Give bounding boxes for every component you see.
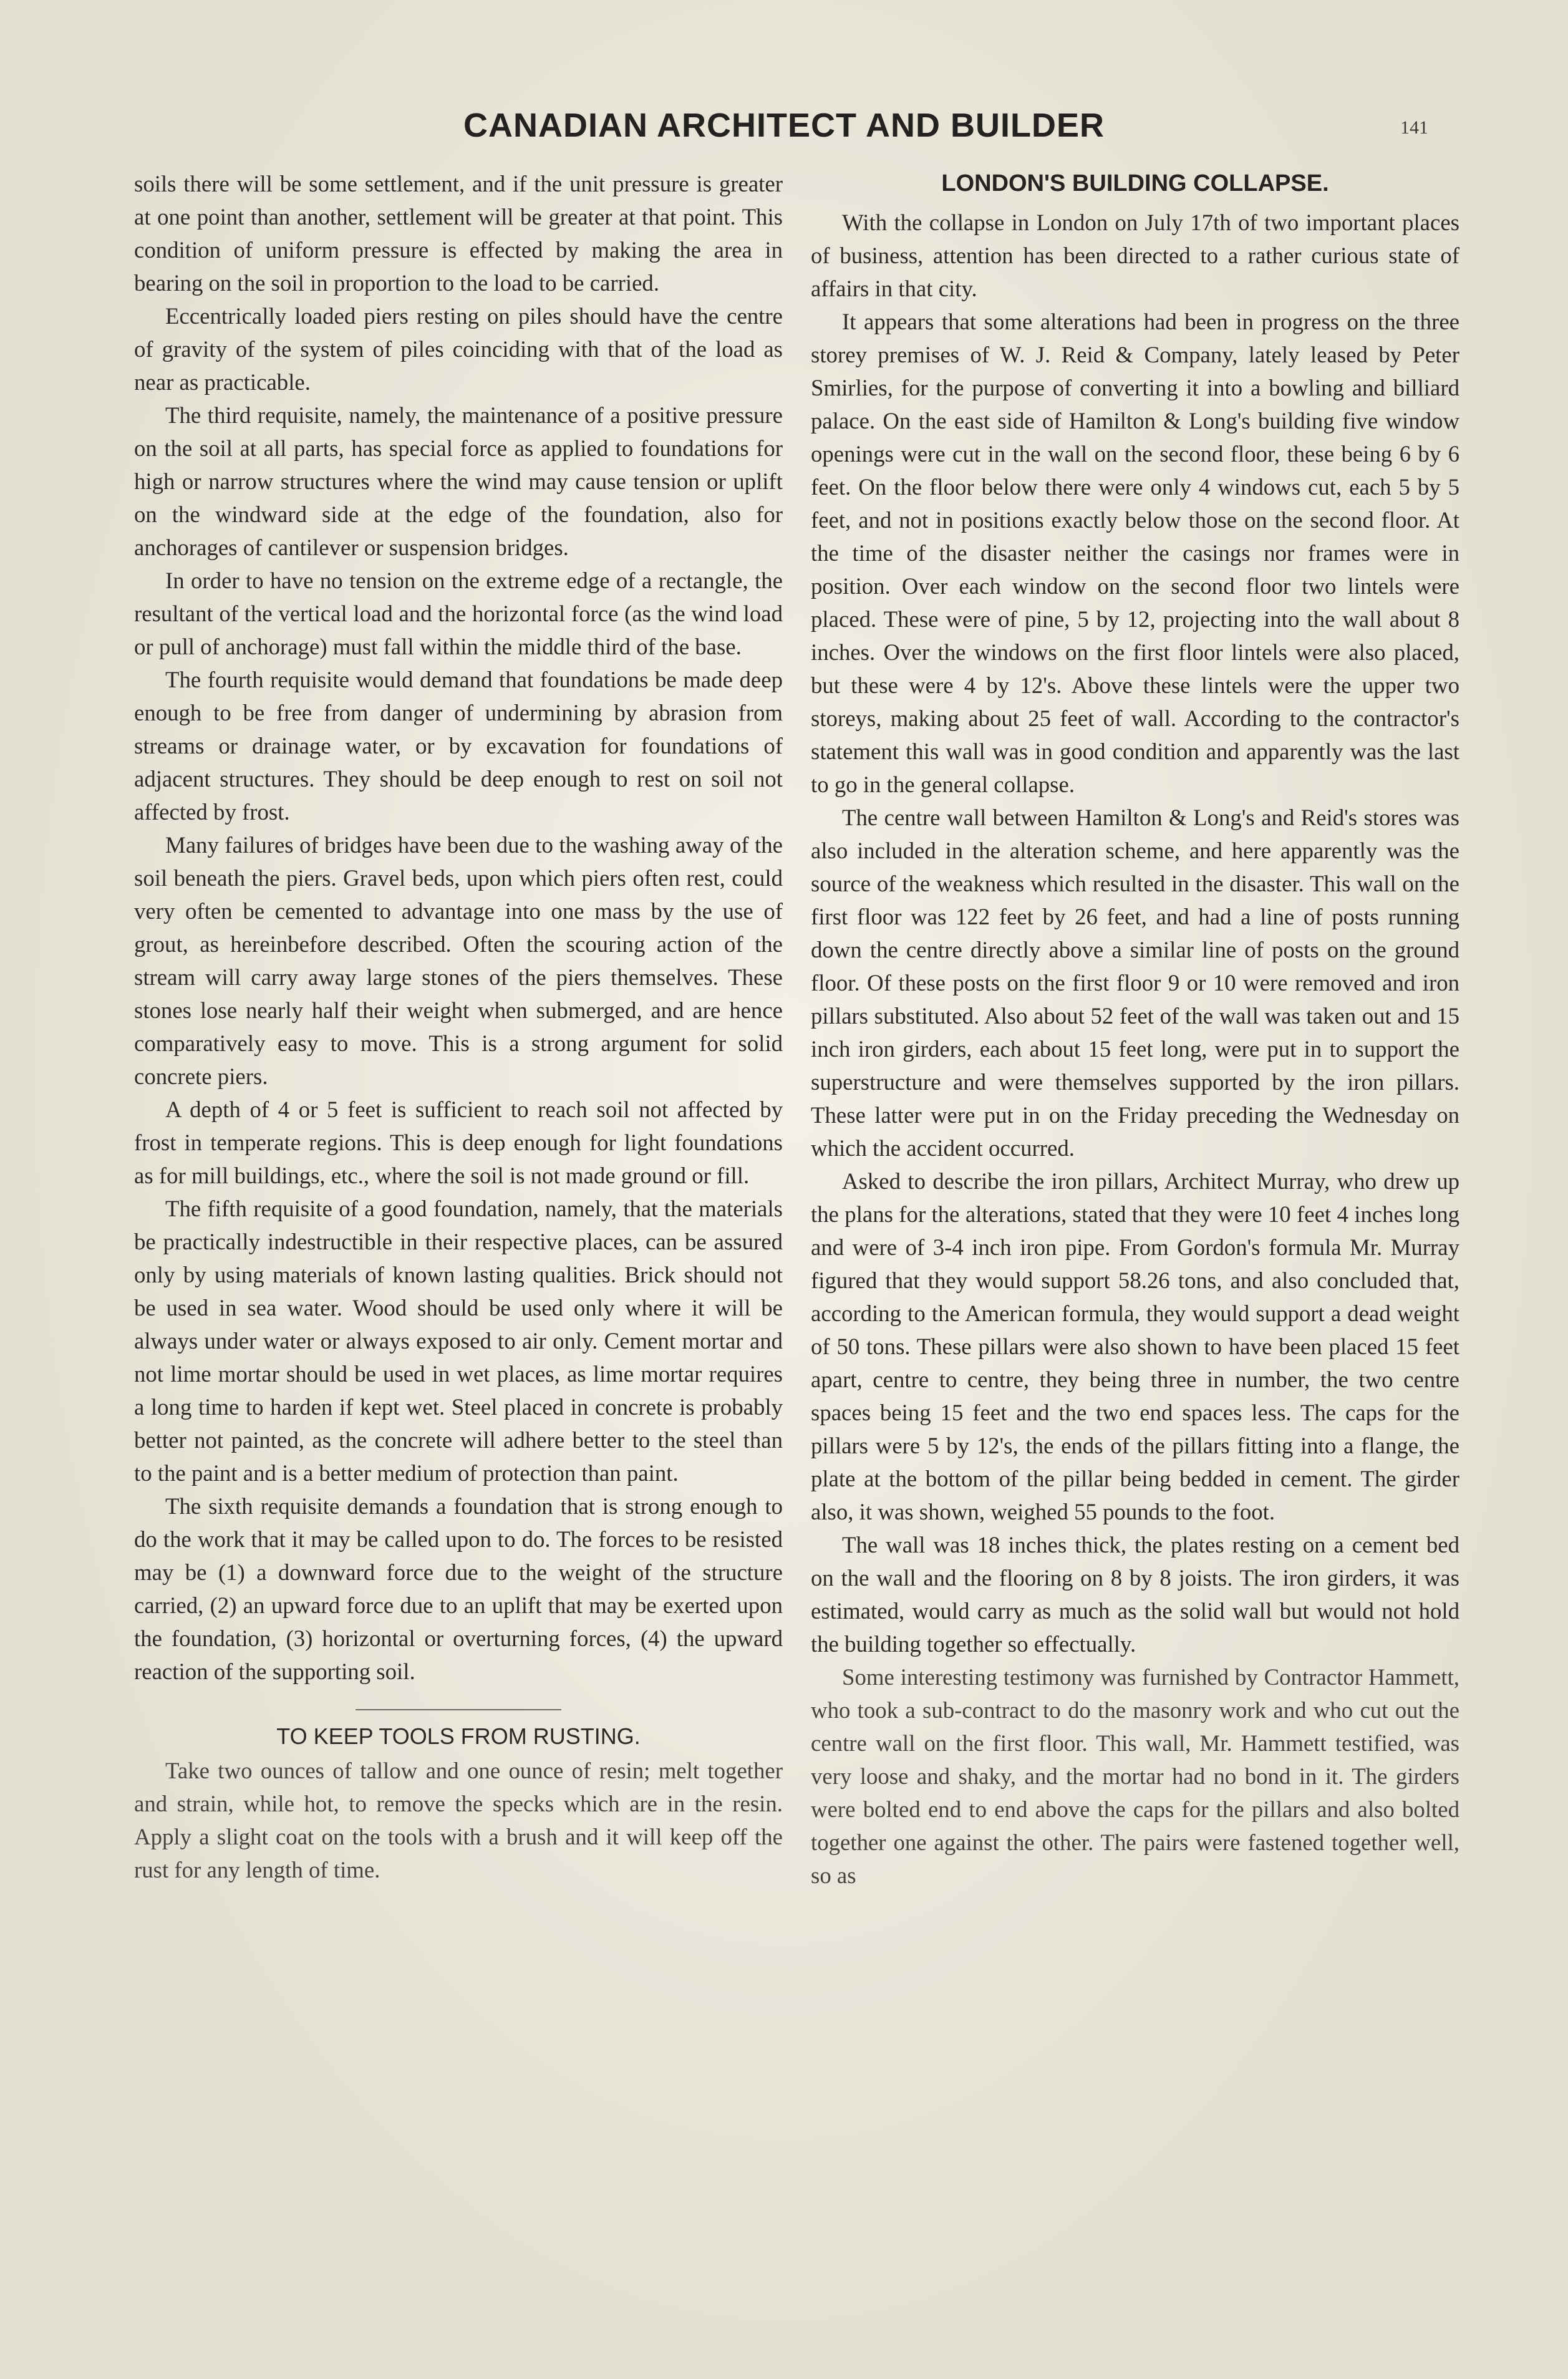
paragraph: A depth of 4 or 5 feet is sufficient to reach soil not affected by frost in temperate regions. This is deep enough for light foundations as for mill buildings, etc., where the soil is not made ground or fill. xyxy=(134,1097,783,1188)
paragraph: With the collapse in London on July 17th of two important places of business, attention has been directed to a rather curious state of affairs in that city. xyxy=(811,210,1459,301)
paragraph: Many failures of bridges have been due to the washing away of the soil beneath the piers. Gravel beds, upon which piers often rest, could very often be cemented to advantage into one mass by the use of grout, as hereinbefore described. Often the scouring action of the stream will carry away large stones of the piers themselves. These stones lose nearly half their weight when submerged, and are hence comparatively easy to move. This is a strong argument for solid concrete piers. xyxy=(134,832,783,1089)
article-heading-tools: TO KEEP TOOLS FROM RUSTING. xyxy=(276,1723,641,1749)
paragraph: It appears that some alterations had been in progress on the three storey premises of W. J. Reid & Company, lately leased by Peter Smirlies, for the purpose of converting it into a bowling and billiard palace. On the east side of Hamilton & Long's building five window openings were cut in the wall on the second floor, these being 6 by 6 feet. On the floor below there were only 4 windows cut, each 5 by 5 feet, and not in positions exactly below those on the second floor. At the time of the disaster neither the casings nor frames were in position. Over each window on the second floor two lintels were placed. These were of pine, 5 by 12, projecting into the wall about 8 inches. Over the windows on the first floor lintels were also placed, but these were 4 by 12's. Above these lintels were the upper two storeys, making about 25 feet of wall. According to the contractor's statement this wall was in good condition and apparently was the last to go in the general collapse. xyxy=(811,309,1459,797)
paragraph: Eccentrically loaded piers resting on piles should have the centre of gravity of the system of piles coinciding with that of the load as near as practicable. xyxy=(134,303,783,395)
paragraph: The wall was 18 inches thick, the plates resting on a cement bed on the wall and the flooring on 8 by 8 joists. The iron girders, it was estimated, would carry as much as the solid wall but would not hold the building together so effectually. xyxy=(811,1532,1459,1657)
page-number: 141 xyxy=(1400,117,1428,138)
paragraph: The fourth requisite would demand that foundations be made deep enough to be free from danger of undermining by abrasion from streams or drainage water, or by excavation for foundations of adjacent structures. They should be deep enough to rest on soil not affected by frost. xyxy=(134,667,783,825)
page-header xyxy=(0,106,1568,156)
paragraph: Asked to describe the iron pillars, Architect Murray, who drew up the plans for the alterations, stated that they were 10 feet 4 inches long and were of 3-4 inch iron pipe. From Gordon's formula Mr. Murray figured that they would support 58.26 tons, and also concluded that, according to the American formula, they would support a dead weight of 50 tons. These pillars were also shown to have been placed 15 feet apart, centre to centre, they being three in number, the two centre spaces being 15 feet and the two end spaces less. The caps for the pillars were 5 by 12's, the ends of the pillars fitting into a flange, the plate at the bottom of the pillar being bedded in cement. The girder also, it was shown, weighed 55 pounds to the foot. xyxy=(811,1168,1459,1524)
paragraph: soils there will be some settlement, and if the unit pressure is greater at one point than another, settlement will be greater at that point. This condition of uniform pressure is effected by making the area in bearing on the soil in proportion to the load to be carried. xyxy=(134,171,783,296)
paragraph: In order to have no tension on the extreme edge of a rectangle, the resultant of the vertical load and the horizontal force (as the wind load or pull of anchorage) must fall within the middle third of the base. xyxy=(134,568,783,659)
paragraph: The centre wall between Hamilton & Long's and Reid's stores was also included in the alteration scheme, and here apparently was the source of the weakness which resulted in the disaster. This wall on the first floor was 122 feet by 26 feet, and had a line of posts running down the centre directly above a similar line of posts on the ground floor. Of these posts on the first floor 9 or 10 were removed and iron pillars substituted. Also about 52 feet of the wall was taken out and 15 inch iron girders, each about 15 feet long, were put in to support the superstructure and were themselves supported by the iron pillars. These latter were put in on the Friday preceding the Wednesday on which the accident occurred. xyxy=(811,805,1459,1161)
paragraph: The fifth requisite of a good foundation, namely, that the materials be practically indestructible in their respective places, can be assured only by using materials of known lasting qualities. Brick should not be used in sea water. Wood should be used only where it will be always under water or always exposed to air only. Cement mortar and not lime mortar should be used in wet places, as lime mortar requires a long time to harden if kept wet. Steel placed in concrete is probably better not painted, as the concrete will adhere better to the steel than to the paint and is a better medium of protection than paint. xyxy=(134,1196,783,1486)
left-column xyxy=(134,167,783,1886)
right-column xyxy=(811,167,1459,1892)
paragraph: The sixth requisite demands a foundation that is strong enough to do the work that it may be called upon to do. The forces to be resisted may be (1) a downward force due to the weight of the structure carried, (2) an upward force due to an uplift that may be exerted upon the foundation, (3) horizontal or overturning forces, (4) the upward reaction of the supporting soil. xyxy=(134,1493,783,1684)
journal-title: CANADIAN ARCHITECT AND BUILDER xyxy=(463,107,1105,144)
paragraph: Take two ounces of tallow and one ounce of resin; melt together and strain, while hot, to remove the specks which are in the resin. Apply a slight coat on the tools with a brush and it will keep off the rust for any length of time. xyxy=(134,1758,783,1882)
section-divider xyxy=(356,1709,561,1710)
article-heading-collapse: LONDON'S BUILDING COLLAPSE. xyxy=(941,170,1329,196)
paragraph: Some interesting testimony was furnished by Contractor Hammett, who took a sub-contract to do the masonry work and who cut out the centre wall on the first floor. This wall, Mr. Hammett testified, was very loose and shaky, and the mortar had no bond in it. The girders were bolted end to end above the caps for the pillars and also bolted together one against the other. The pairs were fastened together well, so as xyxy=(811,1664,1459,1888)
paragraph: The third requisite, namely, the maintenance of a positive pressure on the soil at all parts, has special force as applied to foundations for high or narrow structures where the wind may cause tension or uplift on the windward side at the edge of the foundation, also for anchorages of cantilever or suspension bridges. xyxy=(134,402,783,560)
